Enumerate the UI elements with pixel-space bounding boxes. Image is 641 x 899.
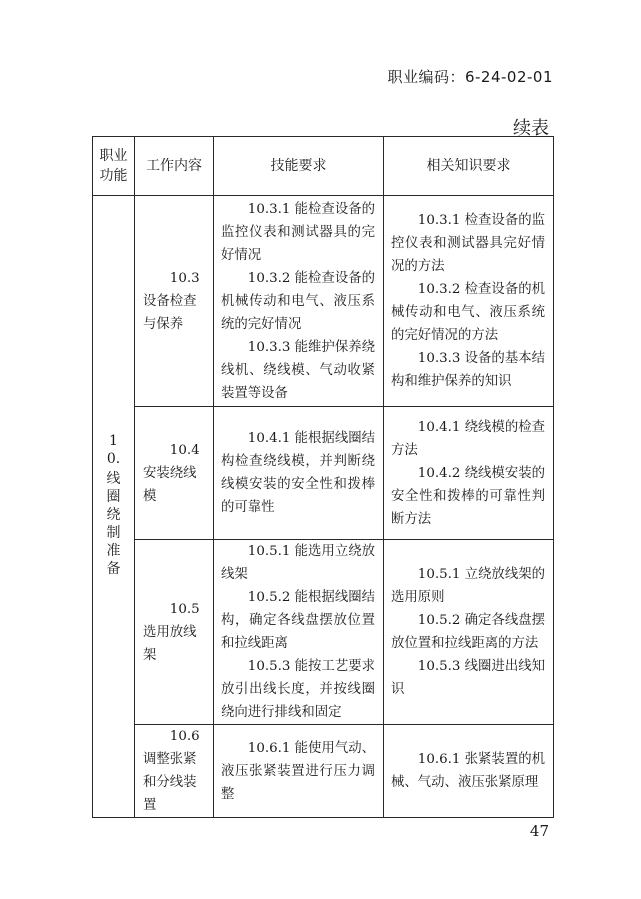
skill-item: 10.4.1 能根据线圈结构检查绕线模，并判断绕线模安装的安全性和拨棒的可靠性 bbox=[221, 431, 375, 515]
skills-table bbox=[92, 136, 554, 818]
work-content-cell: 10.3 设备检查与保养 bbox=[135, 196, 214, 407]
table-row bbox=[93, 196, 554, 407]
table-header-row bbox=[93, 137, 554, 196]
knowledge-cell bbox=[384, 196, 554, 407]
header-work-content: 工作内容 bbox=[135, 137, 214, 196]
knowledge-item: 10.4.1 绕线模的检查方法 bbox=[391, 419, 545, 458]
page-number: 47 bbox=[529, 822, 549, 840]
continued-label: 续表 bbox=[513, 118, 549, 139]
skill-item: 10.5.2 能根据线圈结构，确定各线盘摆放位置和拉线距离 bbox=[221, 590, 375, 651]
knowledge-item: 10.6.1 张紧装置的机械、气动、液压张紧原理 bbox=[391, 752, 545, 790]
knowledge-item: 10.4.2 绕线模安装的安全性和拨棒的可靠性判断方法 bbox=[391, 465, 545, 527]
skill-item: 10.6.1 能使用气动、液压张紧装置进行压力调整 bbox=[221, 740, 375, 802]
knowledge-cell bbox=[384, 540, 554, 725]
skills-cell bbox=[214, 540, 384, 725]
skill-item: 10.5.3 能按工艺要求放引出线长度，并按线圈绕向进行排线和固定 bbox=[221, 659, 375, 720]
table-row bbox=[93, 407, 554, 540]
skill-item: 10.5.1 能选用立绕放线架 bbox=[221, 544, 375, 582]
knowledge-cell bbox=[384, 407, 554, 540]
header-skill-requirements: 技能要求 bbox=[214, 137, 384, 196]
skill-item: 10.3.3 能维护保养绕线机、绕线模、气动收紧装置等设备 bbox=[221, 339, 375, 401]
function-cell bbox=[93, 196, 135, 818]
skills-cell bbox=[214, 725, 384, 818]
work-content-cell: 10.4 安装绕线模 bbox=[135, 407, 214, 540]
table-row bbox=[93, 725, 554, 818]
skill-item: 10.3.2 能检查设备的机械传动和电气、液压系统的完好情况 bbox=[221, 270, 375, 332]
work-content-cell: 10.5 选用放线架 bbox=[135, 540, 214, 725]
knowledge-item: 10.5.1 立绕放线架的选用原则 bbox=[391, 567, 545, 605]
function-name: 线圈绕制准备 bbox=[106, 471, 121, 577]
table-row bbox=[93, 540, 554, 725]
skills-cell bbox=[214, 196, 384, 407]
occupation-code: 职业编码：6-24-02-01 bbox=[387, 68, 553, 86]
skill-item: 10.3.1 能检查设备的监控仪表和测试器具的完好情况 bbox=[221, 201, 375, 263]
skills-cell bbox=[214, 407, 384, 540]
work-content-cell: 10.6 调整张紧和分线装置 bbox=[135, 725, 214, 818]
knowledge-item: 10.5.2 确定各线盘摆放位置和拉线距离的方法 bbox=[391, 613, 545, 651]
header-knowledge-requirements: 相关知识要求 bbox=[384, 137, 554, 196]
knowledge-cell bbox=[384, 725, 554, 818]
knowledge-item: 10.3.2 检查设备的机械传动和电气、液压系统的完好情况的方法 bbox=[391, 282, 545, 343]
knowledge-item: 10.3.3 设备的基本结构和维护保养的知识 bbox=[391, 351, 545, 389]
function-number: 10. bbox=[106, 433, 121, 467]
knowledge-item: 10.3.1 检查设备的监控仪表和测试器具完好情况的方法 bbox=[391, 213, 545, 274]
knowledge-item: 10.5.3 线圈进出线知识 bbox=[391, 659, 545, 697]
header-function: 职业功能 bbox=[93, 137, 135, 196]
